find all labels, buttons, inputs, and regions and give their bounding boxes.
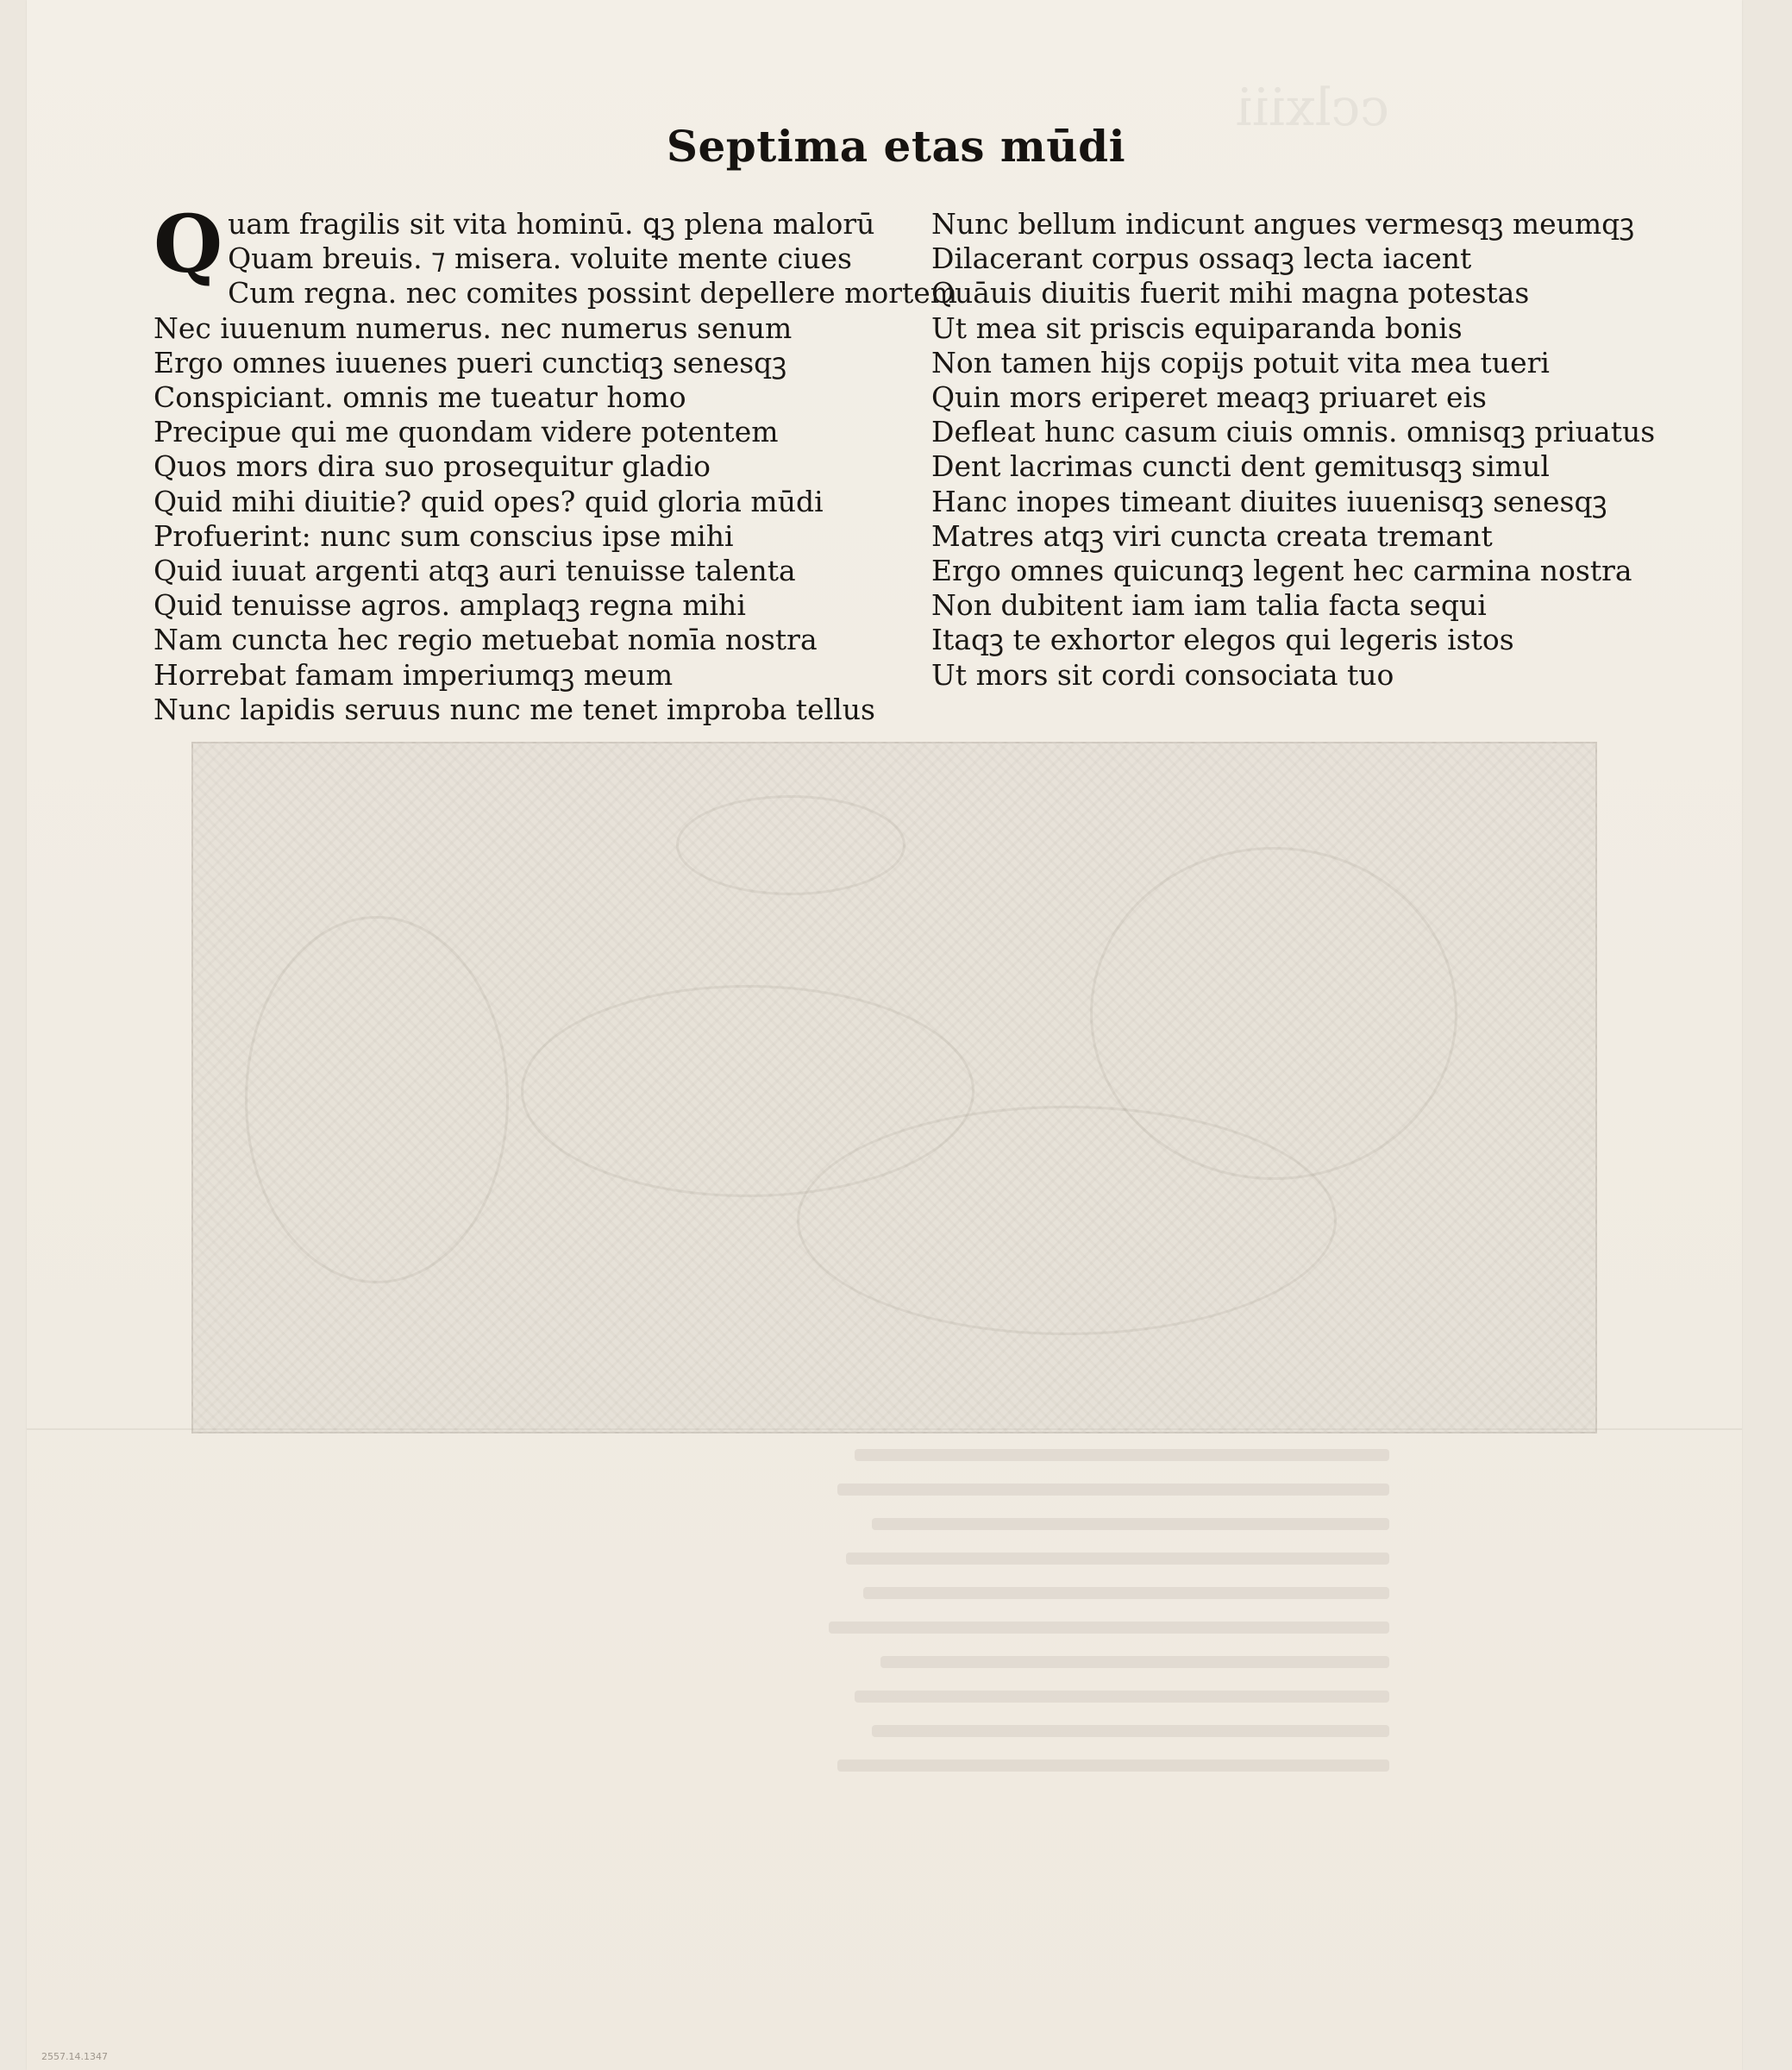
verse-line: Ut mea sit priscis equiparanda bonis: [931, 310, 1463, 345]
verse-line: uam fragilis sit vita hominū. ꝗꝫ plena malorū: [228, 207, 875, 241]
verse-line: Ut mors sit cordi consociata tuo: [931, 657, 1394, 692]
accession-number: 2557.14.1347: [41, 2051, 108, 2062]
ghost-shape: [676, 795, 905, 895]
verse-line: Nec iuuenum numerus. nec numerus senum: [154, 310, 793, 345]
left-verse-column: [154, 198, 958, 727]
verse-line: Itaqꝫ te exhortor elegos qui legeris istos: [931, 623, 1514, 657]
verse-line: Ergo omnes quicunqꝫ legent hec carmina nostra: [931, 554, 1632, 588]
ghost-line: [837, 1484, 1389, 1496]
verse-line: Quid iuuat argenti atqꝫ auri tenuisse talenta: [154, 554, 796, 588]
verse-line: Horrebat famam imperiumqꝫ meum: [154, 657, 674, 692]
verse-line: Dent lacrimas cuncti dent gemitusqꝫ simul: [931, 449, 1550, 484]
verse-line: Non dubitent iam iam talia facta sequi: [931, 588, 1487, 623]
ghost-line: [880, 1656, 1389, 1668]
verse-line: Ergo omnes iuuenes pueri cunctiqꝫ senesqꝫ: [154, 345, 787, 380]
ghost-line: [837, 1760, 1389, 1772]
ghost-line: [872, 1518, 1389, 1530]
verse-line: Defleat hunc casum ciuis omnis. omnisqꝫ priuatus: [931, 415, 1656, 449]
show-through-woodcut: [191, 742, 1597, 1433]
verse-line: Non tamen hijs copijs potuit vita mea tueri: [931, 345, 1550, 380]
show-through-folio: cclxiii: [1236, 78, 1389, 138]
verse-line: Quam breuis. ⁊ misera. voluite mente ciues: [228, 242, 852, 276]
verse-line: Cum regna. nec comites possint depellere mortem: [228, 276, 958, 310]
verse-line: Quin mors eriperet meaqꝫ priuaret eis: [931, 380, 1487, 415]
verse-line: Quid mihi diuitie? quid opes? quid gloria mūdi: [154, 484, 824, 518]
ghost-line: [855, 1449, 1389, 1461]
ghost-line: [855, 1690, 1389, 1703]
ghost-shape: [797, 1106, 1337, 1335]
verse-line: Quos mors dira suo prosequitur gladio: [154, 449, 711, 484]
ghost-line: [872, 1725, 1389, 1737]
verse-line: Profuerint: nunc sum conscius ipse mihi: [154, 518, 734, 553]
ghost-line: [846, 1552, 1389, 1565]
ghost-shape: [245, 916, 509, 1283]
verse-line: Quid tenuisse agros. amplaqꝫ regna mihi: [154, 588, 746, 623]
verse-line: Conspiciant. omnis me tueatur homo: [154, 380, 686, 415]
verse-line: Matres atqꝫ viri cuncta creata tremant: [931, 518, 1493, 553]
decorated-initial: Q: [154, 198, 223, 291]
verse-line: Nam cuncta hec regio metuebat nomīa nostra: [154, 623, 818, 657]
right-verse-column: [931, 207, 1655, 693]
verse-line: Nunc bellum indicunt angues vermesqꝫ meumqꝫ: [931, 207, 1635, 241]
verse-line: Dilacerant corpus ossaqꝫ lecta iacent: [931, 242, 1472, 276]
ghost-line: [863, 1587, 1389, 1599]
show-through-text: [786, 1449, 1389, 1794]
page-heading: Septima etas mūdi: [666, 121, 1126, 172]
verse-line: Hanc inopes timeant diuites iuuenisqꝫ senesqꝫ: [931, 484, 1607, 518]
verse-line: Quāuis diuitis fuerit mihi magna potestas: [931, 276, 1530, 310]
verse-line: Nunc lapidis seruus nunc me tenet improba tellus: [154, 692, 875, 726]
ghost-line: [829, 1622, 1389, 1634]
verse-line: Precipue qui me quondam videre potentem: [154, 415, 779, 449]
